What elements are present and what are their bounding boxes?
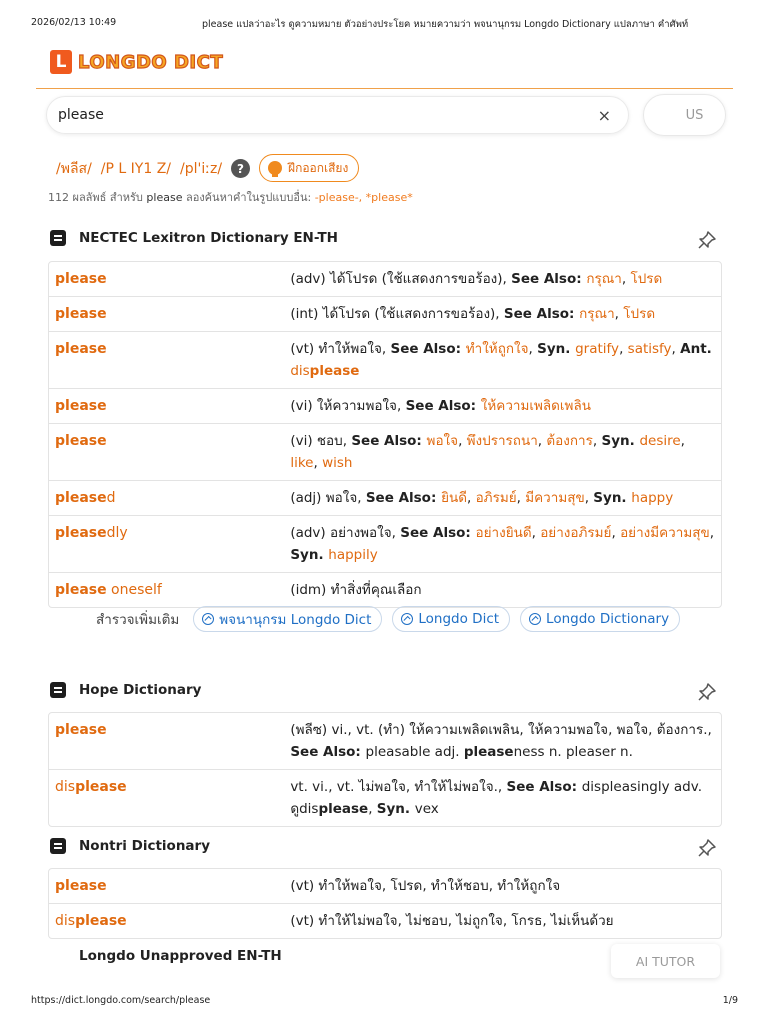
related-word-link[interactable]: ทำให้ถูกใจ: [465, 341, 529, 357]
definition-text: ,: [368, 801, 377, 817]
headword-match: please: [55, 341, 107, 357]
dict-table: [48, 712, 722, 827]
dict-section-title: [50, 838, 210, 854]
result-count-text: 112 ผลลัพธ์ สำหรับ: [48, 191, 143, 204]
definition-keyword: See Also:: [365, 490, 442, 506]
table-row: [49, 573, 721, 607]
definition-text: (vt) ทำให้ไม่พอใจ, ไม่ชอบ, ไม่ถูกใจ, โกรธ, ไม่เห็นด้วย: [290, 913, 614, 929]
search-box: [46, 96, 629, 134]
pronunciation-arpabet: /P L IY1 Z/: [100, 160, 172, 177]
definition-text: displeasingly adv. ดูdis: [290, 779, 702, 817]
related-word-link[interactable]: อภิรมย์: [475, 490, 517, 506]
definition-text: ,: [466, 490, 476, 506]
definition: [284, 389, 721, 423]
related-word-link[interactable]: ให้ความเพลิดเพลิน: [480, 398, 591, 414]
definition: [284, 262, 721, 296]
definition-text: ,: [528, 341, 538, 357]
definition-keyword: please: [318, 801, 369, 817]
table-row: [49, 424, 721, 481]
headword-match: please: [55, 490, 107, 506]
definition: [284, 424, 721, 480]
definition-keyword: Syn.: [537, 341, 576, 357]
headword-link[interactable]: [49, 424, 284, 480]
pronunciation-bar: [56, 155, 359, 182]
headword-link[interactable]: [49, 262, 284, 296]
book-icon: [50, 838, 66, 854]
related-word-link[interactable]: อย่างมีความสุข: [620, 525, 710, 541]
speaking-head-icon: [268, 161, 282, 175]
definition-text: (idm) ทำสิ่งที่คุณเลือก: [290, 582, 422, 598]
table-row: [49, 516, 721, 573]
related-word-link[interactable]: gratify: [575, 341, 620, 357]
definition-text: (adv) ได้โปรด (ใช้แสดงการขอร้อง),: [290, 271, 512, 287]
result-alt-text: ลองค้นหาคำในรูปแบบอื่น:: [185, 191, 312, 204]
explore-link-label: พจนานุกรม Longdo Dict: [219, 612, 372, 628]
headword-prefix: dis: [55, 779, 76, 795]
headword-match: please: [75, 779, 127, 795]
definition-keyword: See Also:: [503, 306, 580, 322]
pronunciation-ipa: /pl'iːz/: [180, 160, 223, 177]
definition-text: (พลีซ) vi., vt. (ทำ) ให้ความเพลิดเพลิน, ให้ความพอใจ, พอใจ, ต้องการ.,: [290, 722, 712, 738]
definition-text: ,: [709, 525, 715, 541]
definition-keyword: See Also:: [511, 271, 587, 287]
help-icon[interactable]: ?: [231, 159, 250, 178]
headword-match: please: [55, 878, 107, 894]
headword-link[interactable]: [49, 332, 284, 388]
definition: [284, 904, 721, 938]
explore-link[interactable]: [193, 606, 382, 632]
definition-text: ,: [537, 433, 547, 449]
table-row: [49, 332, 721, 389]
headword-suffix: d: [106, 490, 116, 506]
definition-keyword: Syn.: [290, 547, 329, 563]
definition: [284, 770, 721, 826]
definition-text: ,: [680, 433, 685, 449]
explore-link-label: Longdo Dictionary: [546, 611, 670, 627]
definition-text: (adj) พอใจ,: [290, 490, 366, 506]
table-row: [49, 904, 721, 938]
definition-keyword: See Also:: [351, 433, 427, 449]
related-word-link[interactable]: กรุณา: [586, 271, 622, 287]
headword-link[interactable]: [49, 869, 284, 903]
arrow-up-circle-icon: [529, 613, 541, 625]
headword-link[interactable]: [49, 516, 284, 572]
table-row: [49, 262, 721, 297]
related-word-link[interactable]: satisfy: [627, 341, 672, 357]
related-word-link[interactable]: โปรด: [630, 271, 663, 287]
related-word-link[interactable]: พอใจ: [426, 433, 459, 449]
headword-link[interactable]: [49, 481, 284, 515]
dict-title-text: Longdo Unapproved EN-TH: [79, 948, 282, 964]
related-word-link[interactable]: อย่างยินดี: [475, 525, 532, 541]
related-word-link[interactable]: พึงปรารถนา: [466, 433, 538, 449]
table-row: [49, 481, 721, 516]
headword-link[interactable]: [49, 389, 284, 423]
definition-keyword: See Also:: [506, 779, 582, 795]
definition: [284, 332, 721, 388]
headword-match: please: [55, 398, 107, 414]
dict-table: [48, 868, 722, 939]
headword-link[interactable]: [49, 904, 284, 938]
headword-prefix: dis: [55, 913, 76, 929]
related-word-link[interactable]: wish: [322, 455, 353, 471]
definition-keyword: Syn.: [376, 801, 415, 817]
definition-keyword: See Also:: [390, 341, 466, 357]
definition-text: pleasable adj.: [365, 744, 464, 760]
dict-title-text: NECTEC Lexitron Dictionary EN-TH: [79, 230, 338, 246]
definition: [284, 573, 721, 607]
definition-text: vt. vi., vt. ไม่พอใจ, ทำให้ไม่พอใจ.,: [290, 779, 507, 795]
related-word-link[interactable]: ต้องการ: [546, 433, 593, 449]
headword-link[interactable]: [49, 713, 284, 769]
definition-text: ,: [611, 525, 621, 541]
arrow-up-circle-icon: [401, 613, 413, 625]
headword-match: please: [55, 306, 107, 322]
definition-text: ,: [621, 271, 631, 287]
table-row: [49, 713, 721, 770]
definition: [284, 713, 721, 769]
headword-suffix: oneself: [106, 582, 162, 598]
related-word-link[interactable]: ยินดี: [441, 490, 467, 506]
headword-match: please: [55, 582, 107, 598]
explore-label: สำรวจเพิ่มเติม: [96, 612, 180, 628]
definition-text: ,: [516, 490, 526, 506]
site-logo[interactable]: [50, 49, 223, 75]
arrow-up-circle-icon: [202, 613, 214, 625]
definition-text: ,: [619, 341, 628, 357]
result-summary: [48, 188, 413, 206]
related-word-link[interactable]: dis: [290, 363, 310, 379]
headword-match: please: [55, 722, 107, 738]
dict-section-title: [50, 682, 201, 698]
close-icon[interactable]: ×: [597, 106, 611, 125]
pronunciation-thai: /พลีส/: [56, 160, 92, 177]
headword-match: please: [55, 525, 107, 541]
print-url: https://dict.longdo.com/search/please: [31, 995, 211, 1006]
definition-text: vex: [414, 801, 439, 817]
definition-text: (adv) อย่างพอใจ,: [290, 525, 401, 541]
related-word-link[interactable]: desire: [639, 433, 681, 449]
definition-keyword: please: [463, 744, 514, 760]
explore-link[interactable]: [520, 606, 680, 632]
language-toggle-button[interactable]: US: [643, 94, 726, 136]
definition-keyword: See Also:: [400, 525, 476, 541]
result-query: please: [146, 191, 183, 204]
book-icon: [50, 682, 66, 698]
definition-text: (vt) ทำให้พอใจ,: [290, 341, 391, 357]
definition: [284, 516, 721, 572]
dict-section-title: [50, 230, 338, 246]
table-row: [49, 297, 721, 332]
definition-text: (vi) ให้ความพอใจ,: [290, 398, 406, 414]
explore-link[interactable]: [392, 606, 510, 632]
table-row: [49, 869, 721, 904]
definition: [284, 869, 721, 903]
practice-pronunciation-label: ฝึกออกเสียง: [288, 160, 349, 175]
definition-text: ,: [458, 433, 467, 449]
explore-link-label: Longdo Dict: [418, 611, 500, 627]
header-divider: [36, 88, 733, 89]
definition-text: ,: [592, 433, 602, 449]
headword-link[interactable]: [49, 297, 284, 331]
definition: [284, 481, 721, 515]
dict-table: [48, 261, 722, 608]
related-word-link[interactable]: กรุณา: [579, 306, 615, 322]
definition-keyword: Syn.: [593, 490, 632, 506]
book-icon: [50, 230, 66, 246]
print-datetime: 2026/02/13 10:49: [31, 17, 117, 28]
logo-mark-icon: L: [50, 50, 72, 74]
dict-title-text: Nontri Dictionary: [79, 838, 210, 854]
related-word-link[interactable]: please: [309, 363, 360, 379]
headword-match: please: [55, 271, 107, 287]
pin-icon[interactable]: [697, 682, 717, 702]
headword-suffix: dly: [106, 525, 128, 541]
definition-text: ,: [584, 490, 594, 506]
pin-icon[interactable]: [697, 230, 717, 250]
print-page-number: 1/9: [722, 995, 738, 1006]
definition-text: (int) ได้โปรด (ใช้แสดงการขอร้อง),: [290, 306, 504, 322]
definition: [284, 297, 721, 331]
definition-text: ,: [531, 525, 541, 541]
headword-match: please: [55, 433, 107, 449]
headword-link[interactable]: [49, 573, 284, 607]
definition-text: (vi) ชอบ,: [290, 433, 352, 449]
definition-text: ness n. pleaser n.: [513, 744, 633, 760]
practice-pronunciation-button[interactable]: [259, 154, 359, 182]
ai-tutor-button[interactable]: AI TUTOR: [611, 944, 720, 978]
related-word-link[interactable]: มีความสุข: [525, 490, 585, 506]
print-page-title: please แปลว่าอะไร ดูความหมาย ตัวอย่างประโยค หมายความว่า พจนานุกรม Longdo Dictionary แปลภาษา คำศัพท์: [202, 19, 689, 30]
related-word-link[interactable]: อย่างอภิรมย์: [540, 525, 612, 541]
definition-keyword: See Also:: [290, 744, 366, 760]
pin-icon[interactable]: [697, 838, 717, 858]
related-word-link[interactable]: โปรด: [623, 306, 656, 322]
dict-title-text: Hope Dictionary: [79, 682, 202, 698]
table-row: [49, 770, 721, 826]
definition-text: (vt) ทำให้พอใจ, โปรด, ทำให้ชอบ, ทำให้ถูกใจ: [290, 878, 561, 894]
related-word-link[interactable]: happily: [328, 547, 378, 563]
alternative-search-links[interactable]: -please-, *please*: [314, 191, 413, 204]
definition-keyword: Syn.: [601, 433, 640, 449]
related-word-link[interactable]: like: [290, 455, 314, 471]
table-row: [49, 389, 721, 424]
definition-text: ,: [313, 455, 323, 471]
related-word-link[interactable]: happy: [631, 490, 674, 506]
definition-text: ,: [614, 306, 624, 322]
explore-more-bar: [96, 606, 680, 632]
search-input[interactable]: [58, 107, 578, 123]
definition-text: ,: [671, 341, 681, 357]
logo-text: LONGDO DICT: [78, 51, 224, 73]
headword-link[interactable]: [49, 770, 284, 826]
definition-keyword: Ant.: [680, 341, 712, 357]
definition-keyword: See Also:: [405, 398, 481, 414]
headword-match: please: [75, 913, 127, 929]
